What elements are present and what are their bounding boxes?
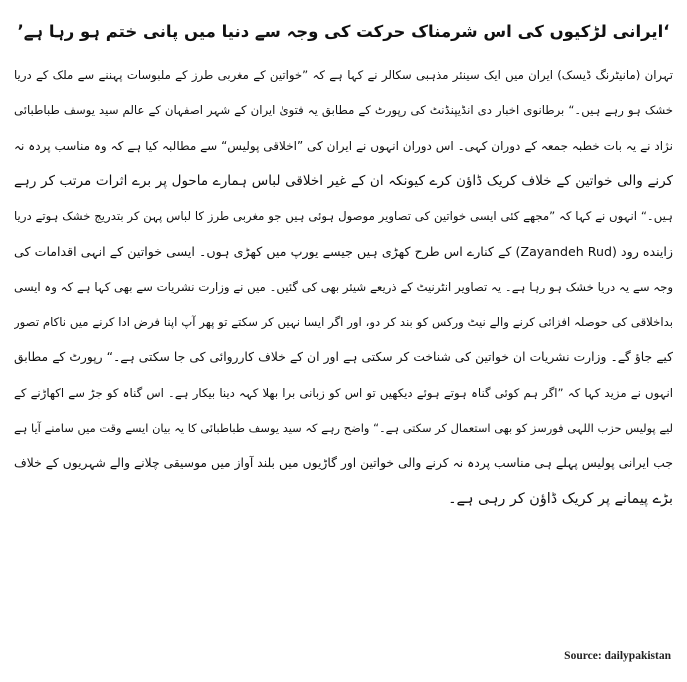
article-line: کرنے والی خواتین کے خلاف کریک ڈاؤن کرے کیونکہ ان کے غیر اخلاقی لباس ہمارے ماحول پر برے اثرات مرتب کر رہے [14, 172, 673, 189]
article-headline: ‘ایرانی لڑکیوں کی اس شرمناک حرکت کی وجہ سے دنیا میں پانی ختم ہو رہا ہے’ [17, 22, 670, 41]
article-line: خشک ہو رہے ہیں۔“ برطانوی اخبار دی انڈیپنڈنٹ کی رپورٹ کے مطابق یہ فتویٰ ایران کے شہر اصفہان کے عالم سید یوسف طباطبائی [14, 103, 673, 118]
article-line: تہران (مانیٹرنگ ڈیسک) ایران میں ایک سینئر مذہبی سکالر نے کہا ہے کہ ”خواتین کے مغربی طرز کے ملبوسات پہننے سے ملک کے دریا [14, 68, 673, 82]
article-line: ہیں۔“ انہوں نے کہا کہ ”مجھے کئی ایسی خواتین کی تصاویر موصول ہوئی ہیں جو مغربی طرز کا لباس پہن کر بتدریج خشک ہوتے دریا [14, 209, 673, 224]
article-line: بڑے پیمانے پر کریک ڈاؤن کر رہی ہے۔ [448, 490, 673, 507]
article-line: جب ایرانی پولیس پہلے ہی مناسب پردہ نہ کرنے والی خواتین اور گاڑیوں میں بلند آواز میں موسیقی چلانے والے شہریوں کے خلاف [14, 456, 673, 471]
article-body [14, 58, 673, 517]
article-line: لیے پولیس حزب اللہی فورسز کو بھی استعمال کر سکتی ہے۔“ واضح رہے کہ سید یوسف طباطبائی کا یہ بیان ایسے وقت میں سامنے آیا ہے [14, 420, 673, 435]
article-line: بداخلاقی کی حوصلہ افزائی کرنے والے نیٹ ورکس کو بند کر دو، اور اگر ایسا نہیں کر سکتے تو پھر آپ اپنا فرض ادا کرنے میں ناکام تصور [14, 315, 673, 330]
article-line: وجہ سے یہ دریا خشک ہو رہا ہے۔ یہ تصاویر انٹرنیٹ کے ذریعے شیئر بھی کی گئیں۔ میں نے وزارت نشریات سے بھی کہا ہے کہ وہ ایسی [14, 279, 673, 294]
article-line: انہوں نے مزید کہا کہ ”اگر ہم کوئی گناہ ہوتے ہوئے دیکھیں تو اس کو زبانی برا بھلا کہہ دینا بیکار ہے۔ اس گناہ کو جڑ سے اکھاڑنے کے [14, 385, 673, 400]
article-line: زاینده رود (Zayandeh Rud) کے کنارے اس طرح کھڑی ہیں جیسے یورپ میں کھڑی ہوں۔ ایسی خواتین کے انہی اقدامات کی [14, 244, 673, 260]
article-line: نژاد نے یہ بات خطبہ جمعہ کے دوران کہی۔ اس دوران انہوں نے ایران کی ”اخلاقی پولیس“ سے مطالبہ کیا ہے کہ وہ مناسب پردہ نہ [14, 138, 673, 153]
source-credit: Source: dailypakistan [564, 650, 671, 662]
article-line: کیے جاؤ گے۔ وزارت نشریات ان خواتین کی شناخت کر سکتی ہے اور ان کے خلاف کارروائی کی جا سکتی ہے۔“ رپورٹ کے مطابق [14, 350, 673, 365]
